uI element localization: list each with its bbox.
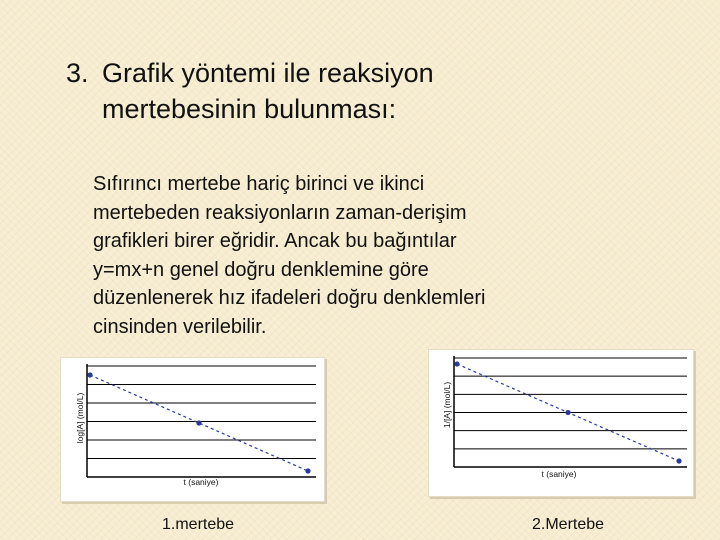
- data-point-1: [454, 361, 459, 366]
- caption-first-order: 1.mertebe: [162, 516, 235, 533]
- body-line-1: Sıfırıncı mertebe hariç birinci ve ikinci: [93, 173, 425, 195]
- title-line-2: mertebesinin bulunması:: [102, 94, 397, 124]
- data-point-1: [87, 372, 92, 377]
- data-point-2: [196, 420, 201, 425]
- data-point-2: [565, 410, 570, 415]
- data-point-3: [676, 458, 681, 463]
- x-axis-label: t (saniye): [541, 469, 577, 479]
- body-line-5: düzenlenerek hız ifadeleri doğru denklemleri: [93, 287, 486, 310]
- body-line-4: y=mx+n genel doğru denklemine göre: [93, 258, 429, 281]
- body-line-6: cinsinden verilebilir.: [93, 315, 267, 338]
- caption-second-order: 2.Mertebe: [532, 516, 605, 533]
- x-axis-label: t (saniye): [183, 477, 219, 487]
- slide-title: [66, 55, 666, 127]
- body-paragraph: [93, 170, 653, 342]
- title-line-1: Grafik yöntemi ile reaksiyon: [102, 58, 434, 88]
- chart-second-order-svg: [429, 350, 693, 496]
- chart-second-order: [428, 349, 694, 497]
- body-line-2: mertebeden reaksiyonların zaman-derişim: [93, 201, 467, 224]
- y-axis-label: 1/[A] (mol/L): [442, 381, 452, 429]
- chart-first-order: [60, 357, 325, 502]
- title-number: 3.: [66, 58, 89, 88]
- body-line-3: grafikleri birer eğridir. Ancak bu bağıntılar: [93, 230, 457, 253]
- y-axis-label: log[A] (mol/L): [75, 392, 85, 444]
- data-point-3: [305, 468, 310, 473]
- chart-first-order-svg: [61, 358, 324, 501]
